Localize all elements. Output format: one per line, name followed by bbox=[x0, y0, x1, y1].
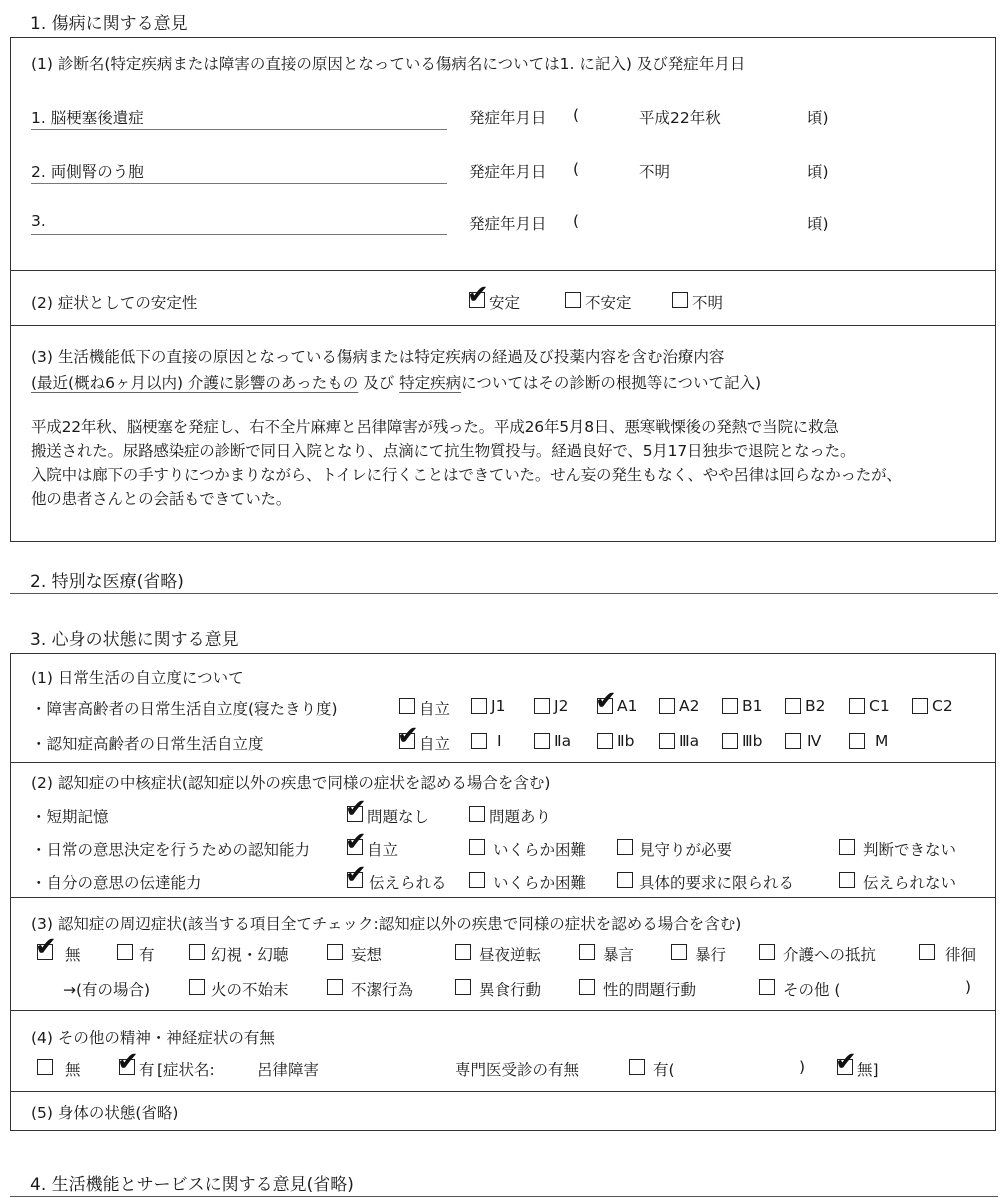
course-line: 平成22年秋、脳梗塞を発症し、右不全片麻痺と呂律障害が残った。平成26年5月8日、悪寒戦慄後の発熱で当院に救急 bbox=[31, 418, 839, 436]
bpsd-option: 暴行 bbox=[695, 946, 727, 964]
stability-option: 不明 bbox=[692, 294, 724, 312]
bedridden-checkbox[interactable] bbox=[399, 698, 415, 714]
other-none-label: 無 bbox=[65, 1061, 81, 1079]
check-mark-icon: ✔ bbox=[117, 1047, 139, 1077]
dementia-option: Ⅱb bbox=[617, 732, 635, 750]
memory-label: ・短期記憶 bbox=[31, 808, 109, 826]
communication-option: 伝えられない bbox=[863, 874, 957, 892]
bpsd-option: 無 bbox=[65, 946, 81, 964]
bpsd-other-close: ) bbox=[965, 978, 972, 996]
decision-option: 判断できない bbox=[863, 841, 957, 859]
course-title: (3) 生活機能低下の直接の原因となっている傷病または特定疾病の経過及び投薬内容を含む治療内容 bbox=[31, 348, 725, 366]
check-mark-icon: ✔ bbox=[595, 686, 617, 716]
core-title: (2) 認知症の中核症状(認知症以外の疾患で同様の症状を認める場合を含む) bbox=[31, 774, 551, 792]
divider bbox=[11, 270, 995, 271]
bedridden-option: A2 bbox=[679, 697, 700, 715]
onset-label: 発症年月日 bbox=[469, 109, 547, 127]
bpsd-option: 幻視・幻聴 bbox=[211, 946, 289, 964]
memory-option: 問題なし bbox=[367, 808, 430, 826]
bedridden-option: J2 bbox=[554, 697, 569, 715]
paren-open: ( bbox=[573, 160, 580, 178]
bedridden-checkbox[interactable] bbox=[912, 698, 928, 714]
underline bbox=[31, 234, 447, 235]
check-mark-icon: ✔ bbox=[345, 827, 367, 857]
decision-option: 見守りが必要 bbox=[639, 841, 733, 859]
other-yes-label: 有 bbox=[139, 1061, 155, 1079]
decision-checkbox[interactable] bbox=[469, 839, 485, 855]
stability-unknown-checkbox[interactable] bbox=[672, 292, 688, 308]
check-mark-icon: ✔ bbox=[397, 721, 419, 751]
bpsd-checkbox[interactable] bbox=[759, 944, 775, 960]
communication-option: 具体的要求に限られる bbox=[639, 874, 795, 892]
diagnosis-name: 2. 両側腎のう胞 bbox=[31, 163, 144, 181]
check-mark-icon: ✔ bbox=[835, 1047, 857, 1077]
paren-open: ( bbox=[573, 212, 580, 230]
bedridden-option: A1 bbox=[617, 697, 638, 715]
approx-close: 頃) bbox=[807, 215, 829, 233]
communication-option: いくらか困難 bbox=[493, 874, 587, 892]
bedridden-checkbox[interactable] bbox=[722, 698, 738, 714]
section4-rule bbox=[10, 1196, 998, 1197]
divider bbox=[11, 897, 995, 898]
symptom-name-value: 呂律障害 bbox=[257, 1061, 320, 1079]
check-mark-icon: ✔ bbox=[345, 860, 367, 890]
section2-heading: 2. 特別な医療(省略) bbox=[30, 572, 184, 592]
bpsd-checkbox[interactable] bbox=[189, 944, 205, 960]
bpsd-if-label: →(有の場合) bbox=[63, 981, 151, 999]
dementia-checkbox[interactable] bbox=[471, 733, 487, 749]
communication-option: 伝えられる bbox=[369, 874, 447, 892]
course-sub-underlined: 特定疾病 bbox=[399, 374, 462, 392]
onset-value: 平成22年秋 bbox=[639, 109, 721, 127]
check-mark-icon: ✔ bbox=[345, 794, 367, 824]
bpsd-option: 異食行動 bbox=[479, 981, 542, 999]
decision-checkbox[interactable] bbox=[617, 839, 633, 855]
dementia-checkbox[interactable] bbox=[849, 733, 865, 749]
symptom-name-label: [症状名: bbox=[157, 1061, 215, 1079]
bedridden-checkbox[interactable] bbox=[471, 698, 487, 714]
bedridden-checkbox[interactable] bbox=[785, 698, 801, 714]
specialist-label: 専門医受診の有無 bbox=[455, 1061, 580, 1079]
course-line: 他の患者さんとの会話もできていた。 bbox=[31, 490, 292, 508]
bedridden-option: B2 bbox=[805, 697, 826, 715]
bpsd-option: 徘徊 bbox=[945, 946, 977, 964]
section2-rule bbox=[10, 593, 998, 594]
bpsd-option: 暴言 bbox=[603, 946, 635, 964]
bpsd-checkbox[interactable] bbox=[579, 979, 595, 995]
check-mark-icon: ✔ bbox=[35, 932, 57, 962]
stability-option: 安定 bbox=[489, 294, 521, 312]
dementia-label: ・認知症高齢者の日常生活自立度 bbox=[31, 735, 264, 753]
stability-title: (2) 症状としての安定性 bbox=[31, 294, 198, 312]
bpsd-checkbox[interactable] bbox=[759, 979, 775, 995]
bpsd-checkbox[interactable] bbox=[455, 979, 471, 995]
decision-option: 自立 bbox=[367, 841, 399, 859]
specialist-yes-label: 有( bbox=[653, 1061, 675, 1079]
bedridden-checkbox[interactable] bbox=[849, 698, 865, 714]
bpsd-checkbox[interactable] bbox=[327, 979, 343, 995]
dementia-checkbox[interactable] bbox=[785, 733, 801, 749]
bedridden-option: C2 bbox=[932, 697, 953, 715]
bedridden-option: B1 bbox=[742, 697, 763, 715]
bedridden-checkbox[interactable] bbox=[659, 698, 675, 714]
bpsd-option: 有 bbox=[139, 946, 155, 964]
bpsd-checkbox[interactable] bbox=[117, 944, 133, 960]
dementia-checkbox[interactable] bbox=[659, 733, 675, 749]
bpsd-checkbox[interactable] bbox=[919, 944, 935, 960]
divider bbox=[11, 325, 995, 326]
dementia-checkbox[interactable] bbox=[534, 733, 550, 749]
communication-checkbox[interactable] bbox=[617, 872, 633, 888]
underline bbox=[31, 129, 447, 130]
onset-value: 不明 bbox=[639, 163, 671, 181]
dementia-option: Ⅱa bbox=[554, 732, 572, 750]
approx-close: 頃) bbox=[807, 163, 829, 181]
dementia-option: 自立 bbox=[419, 735, 451, 753]
divider bbox=[11, 1091, 995, 1092]
communication-label: ・自分の意思の伝達能力 bbox=[31, 874, 202, 892]
check-mark-icon: ✔ bbox=[467, 280, 489, 310]
other-none-checkbox[interactable] bbox=[37, 1059, 53, 1075]
bpsd-checkbox[interactable] bbox=[455, 944, 471, 960]
specialist-yes-checkbox[interactable] bbox=[629, 1059, 645, 1075]
dementia-option: Ⅰ bbox=[497, 732, 502, 750]
other-symptoms-title: (4) その他の精神・神経症状の有無 bbox=[31, 1029, 275, 1047]
onset-label: 発症年月日 bbox=[469, 215, 547, 233]
diagnosis-title: (1) 診断名(特定疾病または障害の直接の原因となっている傷病名については1. に記入) 及び発症年月日 bbox=[31, 55, 746, 73]
bpsd-checkbox[interactable] bbox=[579, 944, 595, 960]
bedridden-option: C1 bbox=[869, 697, 890, 715]
divider bbox=[11, 762, 995, 763]
decision-option: いくらか困難 bbox=[493, 841, 587, 859]
decision-label: ・日常の意思決定を行うための認知能力 bbox=[31, 841, 311, 859]
daily-title: (1) 日常生活の自立度について bbox=[31, 669, 244, 687]
bpsd-checkbox[interactable] bbox=[189, 979, 205, 995]
memory-option: 問題あり bbox=[489, 808, 552, 826]
course-line: 入院中は廊下の手すりにつかまりながら、トイレに行くことはできていた。せん妄の発生もなく、やや呂律は回らなかったが、 bbox=[31, 466, 902, 484]
bpsd-option: 火の不始末 bbox=[211, 981, 289, 999]
course-sub-and: 及び bbox=[358, 374, 400, 392]
dementia-option: Ⅲa bbox=[679, 732, 700, 750]
onset-label: 発症年月日 bbox=[469, 163, 547, 181]
bedridden-option: 自立 bbox=[419, 700, 451, 718]
decision-checkbox[interactable] bbox=[839, 839, 855, 855]
divider bbox=[11, 1010, 995, 1011]
section1-box bbox=[10, 37, 996, 542]
bpsd-title: (3) 認知症の周辺症状(該当する項目全てチェック:認知症以外の疾患で同様の症状を認める場合を含む) bbox=[31, 915, 742, 933]
specialist-no-label: 無] bbox=[857, 1061, 879, 1079]
dementia-option: M bbox=[875, 732, 889, 750]
bedridden-option: J1 bbox=[491, 697, 506, 715]
section4-heading: 4. 生活機能とサービスに関する意見(省略) bbox=[30, 1175, 354, 1195]
approx-close: 頃) bbox=[807, 109, 829, 127]
diagnosis-name: 1. 脳梗塞後遺症 bbox=[31, 109, 144, 127]
bpsd-option: 昼夜逆転 bbox=[479, 946, 542, 964]
specialist-yes-close: ) bbox=[799, 1058, 806, 1076]
bedridden-label: ・障害高齢者の日常生活自立度(寝たきり度) bbox=[31, 700, 338, 718]
memory-checkbox[interactable] bbox=[469, 806, 485, 822]
dementia-option: Ⅲb bbox=[742, 732, 763, 750]
underline bbox=[31, 183, 447, 184]
bedridden-checkbox[interactable] bbox=[534, 698, 550, 714]
bpsd-option: 妄想 bbox=[351, 946, 383, 964]
bpsd-option: 不潔行為 bbox=[351, 981, 414, 999]
course-subtitle bbox=[31, 371, 761, 393]
stability-unstable-checkbox[interactable] bbox=[565, 292, 581, 308]
bpsd-option: 介護への抵抗 bbox=[783, 946, 877, 964]
bpsd-checkbox[interactable] bbox=[671, 944, 687, 960]
communication-checkbox[interactable] bbox=[469, 872, 485, 888]
course-text bbox=[31, 415, 981, 511]
paren-open: ( bbox=[573, 106, 580, 124]
course-sub-tail: についてはその診断の根拠等について記入) bbox=[461, 374, 762, 392]
stability-option: 不安定 bbox=[585, 294, 632, 312]
dementia-checkbox[interactable] bbox=[597, 733, 613, 749]
dementia-option: Ⅳ bbox=[807, 732, 822, 750]
bpsd-option: 性的問題行動 bbox=[603, 981, 697, 999]
dementia-checkbox[interactable] bbox=[722, 733, 738, 749]
course-line: 搬送された。尿路感染症の診断で同日入院となり、点滴にて抗生物質投与。経過良好で、5月17日独歩で退院となった。 bbox=[31, 442, 856, 460]
section3-box bbox=[10, 653, 996, 1131]
communication-checkbox[interactable] bbox=[839, 872, 855, 888]
bpsd-option: その他 ( bbox=[783, 981, 841, 999]
diagnosis-name: 3. bbox=[31, 212, 46, 230]
course-sub-underlined: (最近(概ね6ヶ月以内) 介護に影響のあったもの bbox=[31, 374, 359, 392]
body-state-title: (5) 身体の状態(省略) bbox=[31, 1104, 179, 1122]
section1-heading: 1. 傷病に関する意見 bbox=[30, 14, 188, 34]
section3-heading: 3. 心身の状態に関する意見 bbox=[30, 630, 239, 650]
bpsd-checkbox[interactable] bbox=[327, 944, 343, 960]
